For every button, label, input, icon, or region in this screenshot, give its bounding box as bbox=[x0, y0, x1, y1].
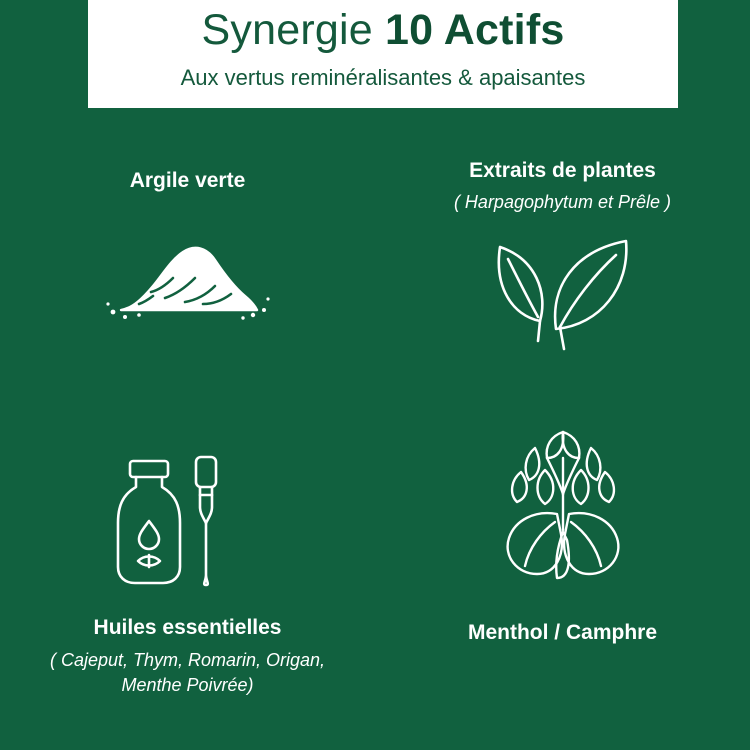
ingredient-label: Argile verte bbox=[129, 169, 246, 192]
clay-powder-heap-icon bbox=[103, 220, 273, 330]
header-band bbox=[88, 0, 678, 108]
plant-leaves-icon bbox=[478, 229, 648, 359]
title-light: Synergie bbox=[201, 6, 385, 54]
page-subtitle: Aux vertus reminéralisantes & apaisantes bbox=[180, 65, 586, 91]
ingredient-label: Extraits de plantes bbox=[469, 159, 656, 182]
essential-oil-bottle-dropper-icon bbox=[108, 443, 268, 593]
mint-camphor-plant-icon bbox=[473, 422, 653, 602]
ingredient-sublabel: ( Cajeput, Thym, Romarin, Origan, Menthe Poivrée) bbox=[49, 649, 326, 695]
ingredient-cell-extraits-de-plantes bbox=[375, 128, 750, 422]
ingredient-cell-huiles-essentielles bbox=[0, 422, 375, 750]
ingredient-cell-argile-verte bbox=[0, 128, 375, 422]
ingredient-label: Huiles essentielles bbox=[93, 616, 282, 640]
ingredients-grid bbox=[0, 128, 750, 750]
page-title bbox=[88, 6, 678, 55]
ingredient-cell-menthol-camphre bbox=[375, 422, 750, 750]
ingredient-label: Menthol / Camphre bbox=[467, 620, 657, 644]
ingredient-sublabel: ( Harpagophytum et Prêle ) bbox=[453, 192, 672, 213]
title-bold: 10 Actifs bbox=[385, 6, 565, 54]
